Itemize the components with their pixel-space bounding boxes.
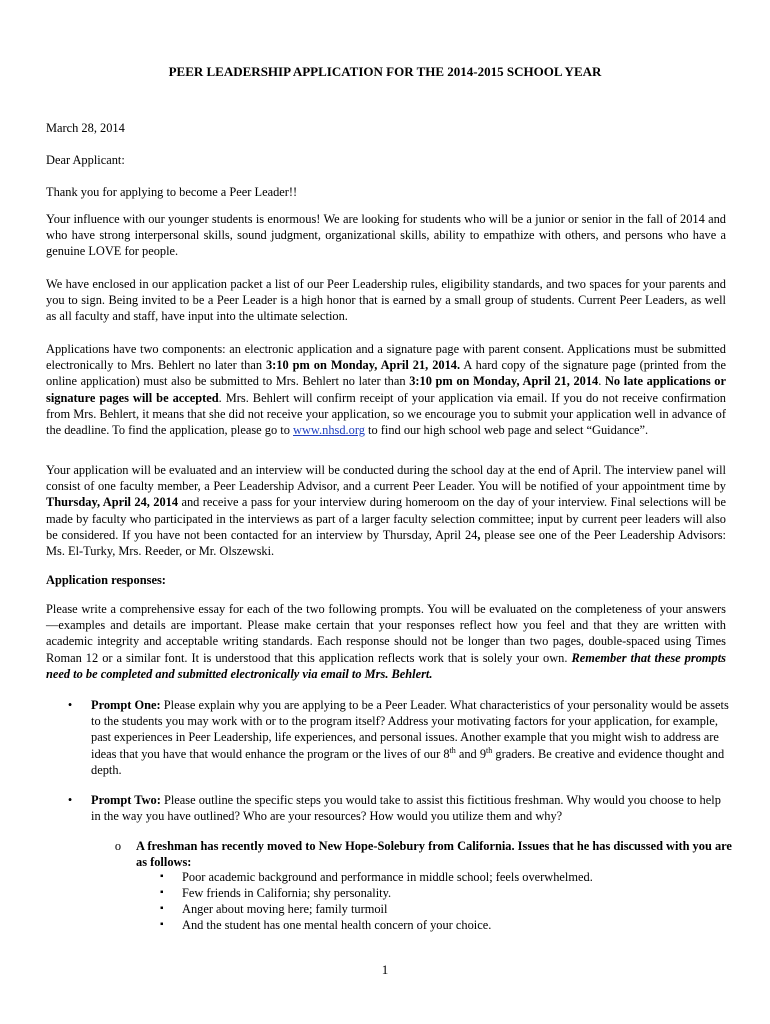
applications-text-5: to find our high school web page and select “Guidance”. — [364, 423, 649, 438]
page-number: 1 — [381, 962, 389, 977]
prompt-two-label: Prompt Two: — [91, 793, 161, 807]
applications-text-2: A hard copy of the signature page (printed from the online application) must also be submitted to Mrs. Behlert no later than — [46, 358, 726, 389]
issue-item-1: Poor academic background and performance in middle school; feels overwhelmed. — [182, 870, 593, 884]
bullet-prompt-two: • — [67, 793, 73, 807]
prompt-one — [91, 697, 731, 778]
evaluation-text-1: Your application will be evaluated and an interview will be conducted during the school day at the end of April. The interview panel will consist of one faculty member, a Peer Leadership Advisor, and a current Peer Leader. You will be notified of your appointment time by — [46, 463, 726, 494]
paragraph-essay — [46, 601, 726, 682]
evaluation-comma: , — [477, 527, 481, 542]
prompt-one-text-1: Please explain why you are applying to be a Peer Leader. What characteristics of your personality would be assets to the students you may work with or to the program itself? Address your motivating factors for your application, for example, past experiences in Peer Leadership, life experiences, and personal issues. Another example that you might wish to address are ideas that you have that would enhance the program or the lives of our 8 — [91, 698, 729, 761]
salutation: Dear Applicant: — [46, 153, 125, 167]
prompt-one-text-2: and 9 — [455, 746, 487, 761]
essay-reminder: Remember that these prompts need to be completed and submitted electronically via email to Mrs. Behlert. — [46, 650, 726, 681]
no-late-notice: No late applications or signature pages will be accepted — [46, 374, 726, 405]
issue-item-4: And the student has one mental health concern of your choice. — [182, 918, 492, 932]
sub-bullet-scenario: o — [114, 839, 122, 853]
paragraph-evaluation — [46, 462, 726, 559]
letter-date: March 28, 2014 — [46, 121, 125, 135]
prompt-two-text: Please outline the specific steps you would take to assist this fictitious freshman. Why would you choose to help in the way you have outlined? Who are your resources? How would you utilize them and why? — [91, 793, 721, 824]
scenario-text: A freshman has recently moved to New Hope-Solebury from California. Issues that he has discussed with you are as follows: — [136, 839, 732, 870]
paragraph-influence: Your influence with our younger students is enormous! We are looking for students who will be a junior or senior in the fall of 2014 and who have strong interpersonal skills, sound judgment, organizational skills, ability to empathize with others, and persons who have a genuine LOVE for people. — [46, 212, 726, 259]
applications-text-3: . — [598, 374, 605, 389]
responses-heading: Application responses: — [46, 573, 166, 587]
prompt-two — [91, 792, 731, 824]
document-title: PEER LEADERSHIP APPLICATION FOR THE 2014-2015 SCHOOL YEAR — [168, 64, 602, 79]
deadline-electronic: 3:10 pm on Monday, April 21, 2014. — [265, 358, 461, 373]
prompt-one-label: Prompt One: — [91, 698, 161, 712]
prompt-one-sup-2: th — [486, 745, 493, 755]
essay-text: Please write a comprehensive essay for each of the two following prompts. You will be evaluated on the completeness of your answers—examples and details are important. Please make certain that your responses reflect how you feel and that they are written with academic integrity and acceptable writing standards. Each response should not be longer than two pages, double-spaced using Times Roman 12 or a similar font. It is understood that this application reflects work that is solely your own. — [46, 602, 726, 665]
thanks-line: Thank you for applying to become a Peer Leader!! — [46, 185, 298, 199]
evaluation-text-3: please see one of the Peer Leadership Advisors: Ms. El-Turky, Mrs. Reeder, or Mr. Olszewski. — [46, 527, 726, 559]
issue-item-2: Few friends in California; shy personality. — [182, 886, 392, 900]
square-bullet-4: ▪ — [160, 919, 164, 930]
applications-text-1: Applications have two components: an electronic application and a signature page with parent consent. Applications must be submitted electronically to Mrs. Behlert no later than — [46, 342, 726, 373]
prompt-one-sup-1: th — [449, 745, 456, 755]
square-bullet-2: ▪ — [160, 887, 164, 898]
applications-text-4: . Mrs. Behlert will confirm receipt of your application via email. If you do not receive confirmation from Mrs. Behlert, it means that she did not receive your application, so we encourage you to submit your application well in advance of the deadline. To find the application, please go to — [46, 390, 726, 438]
deadline-hardcopy: 3:10 pm on Monday, April 21, 2014 — [409, 374, 599, 389]
paragraph-enclosed: We have enclosed in our application packet a list of our Peer Leadership rules, eligibility standards, and two spaces for your parents and you to sign. Being invited to be a Peer Leader is a high honor that is earned by a small group of students. Current Peer Leaders, as well as all faculty and staff, have input into the ultimate selection. — [46, 277, 726, 324]
notification-date: Thursday, April 24, 2014 — [46, 495, 179, 510]
square-bullet-3: ▪ — [160, 903, 164, 914]
square-bullet-1: ▪ — [160, 871, 164, 882]
prompt-one-text-3: graders. Be creative and evidence thought and depth. — [91, 746, 725, 777]
bullet-prompt-one: • — [67, 698, 73, 712]
paragraph-applications — [46, 341, 726, 438]
nhsd-link[interactable]: www.nhsd.org — [293, 423, 365, 438]
issue-item-3: Anger about moving here; family turmoil — [182, 902, 388, 916]
evaluation-text-2: and receive a pass for your interview during homeroom on the day of your interview. Final selections will be made by faculty who participated in the interviews as part of a larger faculty selection committee; input by current peer leaders will also be considered. If you have not been contacted for an interview by Thursday, April 24 — [46, 495, 726, 542]
